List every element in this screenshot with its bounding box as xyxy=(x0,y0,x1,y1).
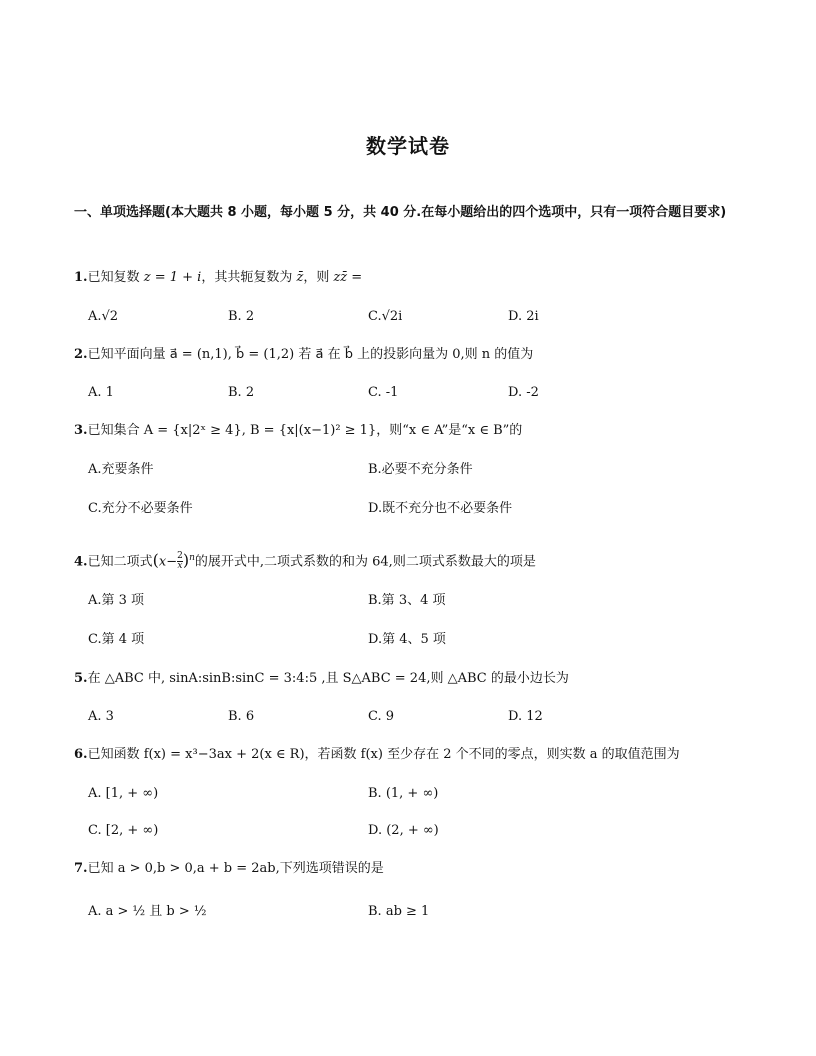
option-b[interactable]: B.必要不充分条件 xyxy=(368,462,473,477)
question-3 xyxy=(74,421,754,441)
option-b[interactable]: B. 2 xyxy=(228,309,255,324)
math-expression: z̄ xyxy=(296,270,304,285)
question-text: 在 △ABC 中, sinA:sinB:sinC = 3:4:5 ,且 S△ABC = 24,则 △ABC 的最小边长为 xyxy=(87,671,569,686)
question-2 xyxy=(74,345,754,365)
option-b[interactable]: B. (1, + ∞) xyxy=(368,786,439,801)
option-a[interactable]: A. 3 xyxy=(88,709,114,724)
question-text: 已知平面向量 a⃗ = (n,1), b⃗ = (1,2) 若 a⃗ 在 b⃗ 上的投影向量为 0,则 n 的值为 xyxy=(87,347,534,362)
question-number: 4. xyxy=(74,554,88,570)
question-5 xyxy=(74,669,754,689)
option-a[interactable]: A. [1, + ∞) xyxy=(88,786,159,801)
question-number: 3. xyxy=(74,423,88,438)
option-a[interactable]: A.√2 xyxy=(88,309,119,324)
binomial-expression: ( xyxy=(152,550,159,570)
fraction: $\frac{2}{x}$ xyxy=(177,551,183,572)
math-expression: zz̄ = xyxy=(333,270,363,285)
question-text: 已知 a > 0,b > 0,a + b = 2ab,下列选项错误的是 xyxy=(87,861,384,876)
question-number: 7. xyxy=(74,861,88,876)
option-d[interactable]: D. 12 xyxy=(508,709,543,724)
option-b[interactable]: B.第 3、4 项 xyxy=(368,593,446,608)
option-d[interactable]: D. -2 xyxy=(508,385,539,400)
question-number: 1. xyxy=(74,270,88,285)
question-number: 2. xyxy=(74,347,88,362)
option-d[interactable]: D.第 4、5 项 xyxy=(368,632,446,647)
option-c[interactable]: C.√2i xyxy=(368,309,403,324)
option-b[interactable]: B. 6 xyxy=(228,709,255,724)
option-c[interactable]: C.第 4 项 xyxy=(88,632,145,647)
option-c[interactable]: C.充分不必要条件 xyxy=(88,501,193,516)
question-1 xyxy=(74,268,754,288)
option-d[interactable]: D. (2, + ∞) xyxy=(368,823,439,838)
question-text: 已知二项式 xyxy=(87,554,153,570)
question-number: 5. xyxy=(74,671,88,686)
option-b[interactable]: B. ab ≥ 1 xyxy=(368,904,430,919)
question-text: 已知集合 A = {x|2ˣ ≥ 4}, B = {x|(x−1)² ≥ 1}，则“x ∈ A”是“x ∈ B”的 xyxy=(87,423,523,438)
question-text: 已知函数 f(x) = x³−3ax + 2(x ∈ R)，若函数 f(x) 至少存在 2 个不同的零点，则实数 a 的取值范围为 xyxy=(87,747,680,762)
option-a[interactable]: A. 1 xyxy=(88,385,114,400)
question-6 xyxy=(74,745,754,765)
option-a[interactable]: A.第 3 项 xyxy=(88,593,145,608)
option-c[interactable]: C. 9 xyxy=(368,709,395,724)
question-7 xyxy=(74,859,754,879)
page-title: 数学试卷 xyxy=(366,134,450,158)
question-text: ，其共轭复数为 xyxy=(201,270,297,285)
question-4: 4.已知二项式(x− $\frac{2}{x}$ )$^n$的展开式中,二项式系数的和为 64,则二项式系数最大的项是 xyxy=(74,550,536,572)
option-d[interactable]: D.既不充分也不必要条件 xyxy=(368,501,513,516)
section-heading: 一、单项选择题(本大题共 8 小题，每小题 5 分，共 40 分.在每小题给出的四个选项中，只有一项符合题目要求) xyxy=(74,205,727,220)
option-c[interactable]: C. -1 xyxy=(368,385,399,400)
question-number: 6. xyxy=(74,747,88,762)
option-a[interactable]: A. a > ½ 且 b > ½ xyxy=(88,904,207,919)
option-c[interactable]: C. [2, + ∞) xyxy=(88,823,159,838)
question-text: 的展开式中,二项式系数的和为 64,则二项式系数最大的项是 xyxy=(194,554,536,570)
option-a[interactable]: A.充要条件 xyxy=(88,462,154,477)
question-text: 已知复数 xyxy=(87,270,144,285)
math-expression: z = 1 + i xyxy=(143,270,202,285)
option-d[interactable]: D. 2i xyxy=(508,309,539,324)
option-b[interactable]: B. 2 xyxy=(228,385,255,400)
question-text: ，则 xyxy=(303,270,334,285)
